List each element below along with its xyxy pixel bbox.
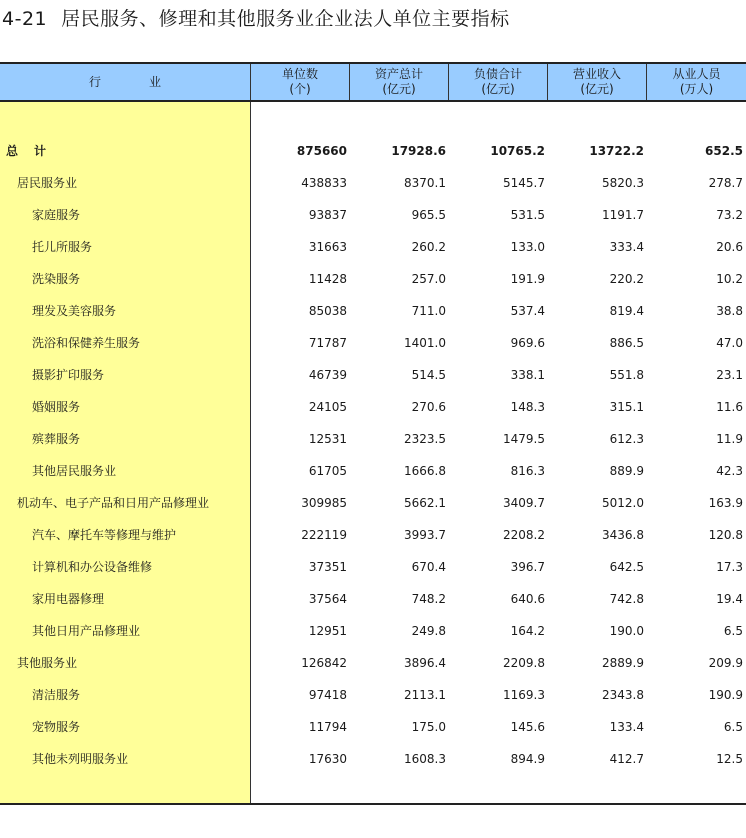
cell-revenue: 2343.8: [602, 688, 644, 702]
cell-revenue: 133.4: [609, 720, 644, 734]
cell-assets: 514.5: [411, 368, 446, 382]
row-industry-name: 托儿所服务: [32, 240, 93, 254]
cell-liabilities: 1479.5: [503, 432, 545, 446]
cell-units: 93837: [308, 208, 347, 222]
row-industry-name: 宠物服务: [32, 720, 81, 734]
cell-assets: 748.2: [411, 592, 446, 606]
cell-units: 97418: [308, 688, 347, 702]
table-row: [0, 614, 746, 646]
header-employees: [647, 64, 746, 100]
row-industry-name: 计算机和办公设备维修: [32, 560, 153, 574]
cell-assets: 2323.5: [404, 432, 446, 446]
row-industry-name: 汽车、摩托车等修理与维护: [32, 528, 177, 542]
cell-revenue: 5820.3: [602, 176, 644, 190]
cell-assets: 175.0: [411, 720, 446, 734]
table-row: [0, 390, 746, 422]
row-industry-name: 其他居民服务业: [32, 464, 117, 478]
cell-assets: 270.6: [411, 400, 446, 414]
row-industry-name: 其他日用产品修理业: [32, 624, 141, 638]
cell-liabilities: 2209.8: [503, 656, 545, 670]
cell-revenue: 819.4: [609, 304, 644, 318]
cell-employees: 20.6: [716, 240, 743, 254]
table-row: [0, 582, 746, 614]
cell-liabilities: 640.6: [510, 592, 545, 606]
cell-units: 222119: [301, 528, 347, 542]
cell-employees: 11.9: [716, 432, 743, 446]
cell-employees: 163.9: [708, 496, 743, 510]
cell-employees: 10.2: [716, 272, 743, 286]
cell-liabilities: 531.5: [510, 208, 545, 222]
cell-units: 85038: [308, 304, 347, 318]
header-revenue-unit: (亿元): [580, 82, 614, 96]
table-row: [0, 646, 746, 678]
cell-assets: 670.4: [411, 560, 446, 574]
row-industry-name: 理发及美容服务: [32, 304, 117, 318]
cell-units: 11794: [308, 720, 347, 734]
cell-assets: 1401.0: [404, 336, 446, 350]
row-industry-name: 婚姻服务: [32, 400, 81, 414]
cell-units: 126842: [301, 656, 347, 670]
cell-employees: 23.1: [716, 368, 743, 382]
cell-revenue: 886.5: [609, 336, 644, 350]
table-row: [0, 742, 746, 774]
cell-employees: 47.0: [716, 336, 743, 350]
cell-assets: 249.8: [411, 624, 446, 638]
table-row: [0, 198, 746, 230]
cell-assets: 3896.4: [404, 656, 446, 670]
cell-employees: 11.6: [716, 400, 743, 414]
table-header: [0, 62, 746, 102]
header-revenue: [548, 64, 647, 100]
cell-revenue: 551.8: [609, 368, 644, 382]
cell-units: 875660: [296, 144, 347, 158]
cell-employees: 209.9: [708, 656, 743, 670]
table-row: [0, 230, 746, 262]
table-row: [0, 518, 746, 550]
cell-assets: 2113.1: [404, 688, 446, 702]
table-row: [0, 422, 746, 454]
row-industry-name: 清洁服务: [32, 688, 81, 702]
cell-liabilities: 969.6: [510, 336, 545, 350]
table-row: [0, 678, 746, 710]
header-industry-label: 行 业: [88, 74, 179, 89]
row-industry-name: 其他未列明服务业: [32, 752, 129, 766]
cell-liabilities: 396.7: [510, 560, 545, 574]
cell-employees: 17.3: [716, 560, 743, 574]
cell-employees: 278.7: [708, 176, 743, 190]
cell-employees: 12.5: [716, 752, 743, 766]
row-industry-name: 家用电器修理: [32, 592, 105, 606]
header-assets-label: 资产总计: [374, 67, 423, 81]
cell-employees: 652.5: [705, 144, 743, 158]
cell-units: 61705: [308, 464, 347, 478]
header-industry: [0, 64, 251, 100]
cell-liabilities: 5145.7: [503, 176, 545, 190]
cell-units: 309985: [301, 496, 347, 510]
cell-liabilities: 133.0: [510, 240, 545, 254]
cell-units: 46739: [308, 368, 347, 382]
cell-units: 31663: [308, 240, 347, 254]
cell-liabilities: 10765.2: [490, 144, 545, 158]
cell-revenue: 2889.9: [602, 656, 644, 670]
cell-units: 12951: [308, 624, 347, 638]
table-row: [0, 166, 746, 198]
row-industry-name: 机动车、电子产品和日用产品修理业: [17, 496, 210, 510]
cell-units: 71787: [308, 336, 347, 350]
cell-liabilities: 145.6: [510, 720, 545, 734]
row-industry-name: 居民服务业: [17, 176, 78, 190]
cell-revenue: 642.5: [609, 560, 644, 574]
table-title: [2, 6, 510, 32]
cell-revenue: 742.8: [609, 592, 644, 606]
cell-revenue: 412.7: [609, 752, 644, 766]
cell-employees: 6.5: [723, 624, 743, 638]
row-industry-name: 摄影扩印服务: [32, 368, 105, 382]
bottom-rule: [0, 803, 746, 805]
cell-employees: 73.2: [716, 208, 743, 222]
cell-revenue: 315.1: [609, 400, 644, 414]
cell-revenue: 333.4: [609, 240, 644, 254]
header-revenue-label: 营业收入: [572, 67, 621, 81]
cell-liabilities: 3409.7: [503, 496, 545, 510]
cell-liabilities: 894.9: [510, 752, 545, 766]
cell-units: 12531: [308, 432, 347, 446]
cell-units: 37351: [308, 560, 347, 574]
cell-revenue: 889.9: [609, 464, 644, 478]
cell-revenue: 190.0: [609, 624, 644, 638]
cell-assets: 3993.7: [404, 528, 446, 542]
cell-assets: 17928.6: [391, 144, 446, 158]
table-row: [0, 454, 746, 486]
cell-assets: 711.0: [411, 304, 446, 318]
table-body: [0, 134, 746, 774]
table-number: 4-21: [2, 8, 48, 30]
cell-assets: 965.5: [411, 208, 446, 222]
cell-liabilities: 191.9: [510, 272, 545, 286]
table-row: [0, 358, 746, 390]
cell-liabilities: 537.4: [510, 304, 545, 318]
cell-employees: 42.3: [716, 464, 743, 478]
header-liabilities-label: 负债合计: [473, 67, 522, 81]
cell-employees: 120.8: [708, 528, 743, 542]
header-employees-label: 从业人员: [672, 67, 721, 81]
row-industry-name: 家庭服务: [32, 208, 81, 222]
cell-liabilities: 164.2: [510, 624, 545, 638]
cell-liabilities: 148.3: [510, 400, 545, 414]
header-liabilities-unit: (亿元): [481, 82, 515, 96]
cell-liabilities: 1169.3: [503, 688, 545, 702]
table-row: [0, 550, 746, 582]
cell-units: 24105: [308, 400, 347, 414]
row-industry-name: 其他服务业: [17, 656, 78, 670]
cell-liabilities: 2208.2: [503, 528, 545, 542]
total-row: [0, 134, 746, 166]
header-units: [251, 64, 350, 100]
table-row: [0, 294, 746, 326]
table-row: [0, 262, 746, 294]
table-title-text: 居民服务、修理和其他服务业企业法人单位主要指标: [61, 8, 510, 30]
cell-revenue: 612.3: [609, 432, 644, 446]
cell-revenue: 5012.0: [602, 496, 644, 510]
row-industry-name: 洗染服务: [32, 272, 81, 286]
header-assets-unit: (亿元): [382, 82, 416, 96]
cell-employees: 38.8: [716, 304, 743, 318]
cell-employees: 19.4: [716, 592, 743, 606]
cell-employees: 6.5: [723, 720, 743, 734]
cell-liabilities: 338.1: [510, 368, 545, 382]
table-row: [0, 710, 746, 742]
cell-liabilities: 816.3: [510, 464, 545, 478]
cell-assets: 5662.1: [404, 496, 446, 510]
cell-employees: 190.9: [708, 688, 743, 702]
cell-revenue: 1191.7: [602, 208, 644, 222]
cell-assets: 260.2: [411, 240, 446, 254]
header-assets: [350, 64, 449, 100]
cell-assets: 1666.8: [404, 464, 446, 478]
cell-revenue: 220.2: [609, 272, 644, 286]
cell-units: 11428: [308, 272, 347, 286]
cell-revenue: 13722.2: [589, 144, 644, 158]
cell-assets: 257.0: [411, 272, 446, 286]
cell-units: 17630: [308, 752, 347, 766]
row-industry-name: 总计: [6, 144, 63, 158]
cell-revenue: 3436.8: [602, 528, 644, 542]
table-row: [0, 326, 746, 358]
header-liabilities: [449, 64, 548, 100]
header-units-label: 单位数: [281, 67, 318, 81]
header-employees-unit: (万人): [679, 82, 714, 96]
header-units-unit: (个): [289, 82, 311, 96]
row-industry-name: 殡葬服务: [32, 432, 81, 446]
cell-units: 438833: [301, 176, 347, 190]
cell-units: 37564: [308, 592, 347, 606]
row-industry-name: 洗浴和保健养生服务: [32, 336, 141, 350]
cell-assets: 1608.3: [404, 752, 446, 766]
table-row: [0, 486, 746, 518]
cell-assets: 8370.1: [404, 176, 446, 190]
